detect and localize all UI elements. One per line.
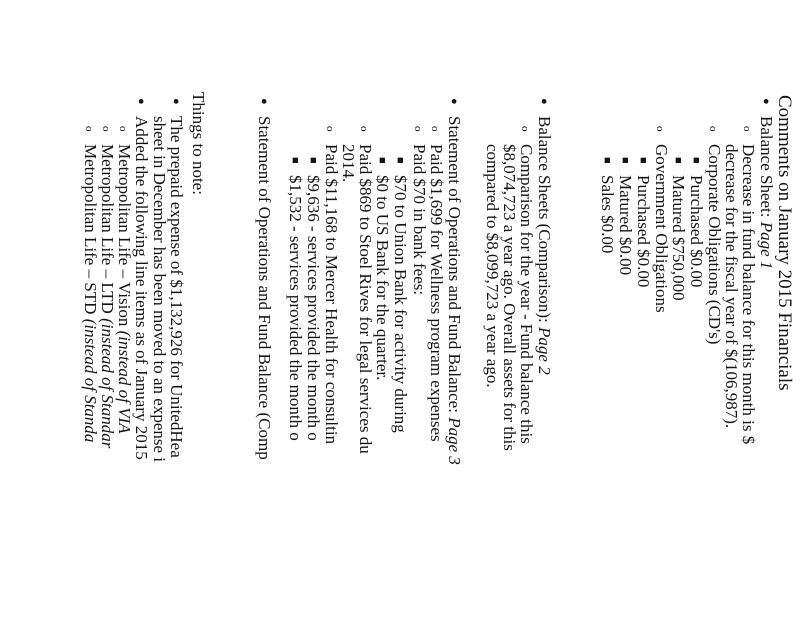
gov-item: Sales $0.00 (598, 175, 617, 254)
comparison-line-1: Comparison for the year - Fund balance this (517, 144, 536, 444)
bank-fee-item: $0 to US Bank for the quarter. (373, 175, 392, 381)
added-item (114, 144, 134, 434)
operations-item: Paid $1,699 for Wellness program expenses (427, 144, 446, 442)
circle-bullet-icon: o (707, 126, 719, 132)
balance-sheet-label: Balance Sheet: (757, 116, 776, 218)
added-item-text: Metropolitan Life – Vision (115, 144, 134, 327)
gov-item: Matured $0.00 (616, 175, 635, 276)
bullet-icon: ● (760, 98, 772, 105)
operations-item-cont: 2014. (339, 144, 358, 183)
circle-bullet-icon: o (654, 126, 666, 132)
added-item (80, 144, 100, 442)
operations-item: Paid $11,168 to Mercer Health for consultin (322, 144, 341, 445)
things-item-1: The prepaid expense of $1,132,926 for UnitedHea (167, 116, 186, 458)
circle-bullet-icon: o (412, 126, 424, 132)
gov-heading: Government Obligations (652, 144, 671, 313)
bullet-icon: ■ (289, 157, 301, 164)
operations-label: Statement of Operations and Fund Balance: (445, 116, 464, 413)
bullet-icon: ■ (376, 157, 388, 164)
bank-fee-item: $70 to Union Bank for activity during (391, 175, 410, 433)
circle-bullet-icon: o (117, 126, 129, 132)
page-title: Comments on January 2015 Financials (774, 95, 795, 391)
cds-heading: Corporate Obligations (CD's) (705, 144, 724, 345)
circle-bullet-icon: o (358, 126, 370, 132)
bullet-icon: ■ (690, 157, 702, 164)
circle-bullet-icon: o (100, 126, 112, 132)
bullet-icon: ● (538, 98, 550, 105)
operations-item: Paid $869 to Stoel Rives for legal services du (356, 144, 375, 454)
added-item-note: (instead of Standa (81, 318, 100, 443)
cds-item: Purchased $0.00 (687, 175, 706, 288)
bullet-icon: ● (170, 98, 182, 105)
bullet-icon: ● (258, 98, 270, 105)
circle-bullet-icon: o (429, 126, 441, 132)
operations-heading (444, 116, 464, 465)
cds-item: Matured $750,000 (669, 175, 688, 301)
bullet-icon: ■ (601, 157, 613, 164)
bullet-icon: ● (135, 98, 147, 105)
balance-sheet-page: Page 1 (757, 221, 776, 270)
added-item (97, 144, 117, 448)
bullet-icon: ■ (637, 157, 649, 164)
bullet-icon: ■ (619, 157, 631, 164)
circle-bullet-icon: o (741, 126, 753, 132)
bullet-icon: ■ (672, 157, 684, 164)
comparison-label: Balance Sheets (Comparison): (535, 116, 554, 323)
things-item-1-cont: sheet in December has been moved to an expense i (150, 116, 169, 463)
bullet-icon: ■ (394, 157, 406, 164)
balance-sheet-heading (756, 116, 776, 269)
balance-sheet-line-2: decrease for the fiscal year of $(106,987). (722, 144, 741, 429)
mercer-item: $9,636 - services provided the month o (304, 175, 323, 441)
comparison-heading (534, 116, 554, 375)
comparison-page: Page 2 (535, 327, 554, 375)
gov-item: Purchased $0.00 (634, 175, 653, 288)
comparison-line-3: compared to $8,099,723 a year ago. (483, 144, 502, 388)
added-item-note: (instead of VIA (115, 330, 134, 434)
circle-bullet-icon: o (324, 126, 336, 132)
bullet-icon: ■ (307, 157, 319, 164)
things-item-2: Added the following line items as of January 2015 (132, 116, 151, 460)
comparison-line-2: $8,074,723 a year ago. Overall assets for this (500, 144, 519, 451)
mercer-item: $1,532 - services provided the month o (286, 175, 305, 441)
added-item-text: Metropolitan Life – LTD (98, 144, 117, 314)
circle-bullet-icon: o (83, 126, 95, 132)
operations-item: Paid $70 in bank fees: (410, 144, 429, 296)
added-item-note: (instead of Standar (98, 318, 117, 449)
operations-page: Page 3 (445, 417, 464, 465)
things-heading: Things to note: (189, 92, 208, 195)
bullet-icon: ● (448, 98, 460, 105)
ops-comparison-heading: Statement of Operations and Fund Balance (Comp (255, 116, 274, 460)
added-item-text: Metropolitan Life – STD (81, 144, 100, 315)
circle-bullet-icon: o (519, 126, 531, 132)
balance-sheet-line-1: Decrease in fund balance for this month is $ (739, 144, 758, 445)
